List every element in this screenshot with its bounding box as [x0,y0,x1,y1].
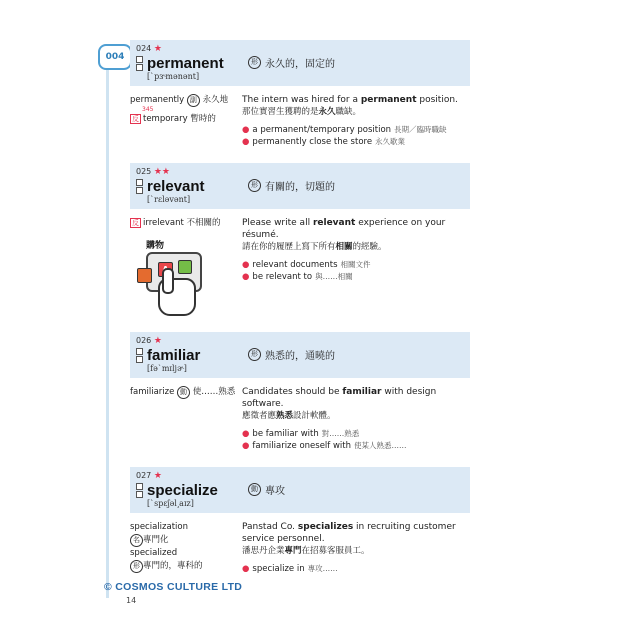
phrase-list: ● a permanent/temporary position 長期／臨時職缺 ● permanently close the store 永久歇業 [242,125,447,147]
definition: 有關的，切題的 [265,182,335,193]
example-translation: 潘思丹企業專門在招募客服員工。 [242,546,370,556]
headword: relevant [147,178,205,195]
review-checkboxes[interactable] [136,179,143,194]
part-of-speech-badge: 形 [248,179,261,192]
pronunciation: [ˋspɛʃəl͵aɪz] [147,499,194,508]
entry-number: 026 [136,336,152,345]
importance-stars: ★★ [153,167,170,177]
example-translation: 應徵者應熟悉設計軟體。 [242,411,336,421]
example-translation: 那位實習生獲聘的是永久職缺。 [242,107,362,117]
example-translation: 請在你的履歷上寫下所有相關的經驗。 [242,242,387,252]
related-words: familiarize 動 使……熟悉 [130,387,236,397]
related-words: 反 irrelevant 不相關的 [132,218,221,228]
example-sentence: Please write all relevant experience on your résumé. [242,218,446,240]
importance-stars: ★ [153,471,162,481]
entry-number: 025 [136,167,152,176]
audio-track-badge[interactable]: 004 [98,44,132,70]
definition: 熟悉的，通曉的 [265,351,335,362]
related-words: permanently 副 永久地 345 反 temporary 暫時的 [130,95,229,124]
definition: 專攻 [265,486,285,497]
key-green-icon [178,260,192,274]
entry-number: 027 [136,471,152,480]
headword: familiar [147,347,201,364]
shopping-illustration [132,238,212,314]
finger-icon [162,268,174,294]
importance-stars: ★ [153,44,162,54]
vocab-entry-specialize [130,467,470,575]
part-of-speech-badge: 形 [248,348,261,361]
part-of-speech-badge: 形 [248,56,261,69]
entry-number: 024 [136,44,152,53]
headword: permanent [147,55,224,72]
pronunciation: [fəˋmɪljɚ] [147,364,187,373]
antonym-tag: 反 [132,219,139,227]
key-orange-icon [137,268,152,283]
vocab-entry-permanent [130,40,470,148]
review-checkboxes[interactable] [136,348,143,363]
review-checkboxes[interactable] [136,56,143,71]
example-sentence: Candidates should be familiar with design software. [242,387,437,409]
headword: specialize [147,482,218,499]
illustration-label: 購物 [146,241,165,251]
example-sentence: The intern was hired for a permanent position. [242,95,458,105]
phrase-list: ● be familiar with 對……熟悉 ● familiarize oneself with 使某人熟悉…… [242,429,407,451]
entry-header [130,332,470,378]
page-number: 14 [126,596,137,605]
entry-header [130,163,470,209]
phrase-list: ● specialize in 專攻…… [242,564,338,574]
part-of-speech-badge: 動 [248,483,261,496]
phrase-list: ● relevant documents 相關文件 ● be relevant to 與……相關 [242,260,371,282]
vocab-entry-familiar [130,332,470,452]
copyright-watermark: © COSMOS CULTURE LTD [104,581,243,593]
related-words: specialization 名 專門化 specialized 形 專門的，專科的 [130,522,203,571]
pronunciation: [ˋpɝmənənt] [147,72,200,81]
antonym-tag: 反 [132,115,139,123]
entry-header [130,467,470,513]
pronunciation: [ˋrɛləvənt] [147,195,191,204]
example-sentence: Panstad Co. specializes in recruiting customer service personnel. [242,522,456,544]
definition: 永久的，固定的 [265,59,335,70]
review-checkboxes[interactable] [136,483,143,498]
importance-stars: ★ [153,336,162,346]
entry-header [130,40,470,86]
audio-track-line [106,58,109,598]
